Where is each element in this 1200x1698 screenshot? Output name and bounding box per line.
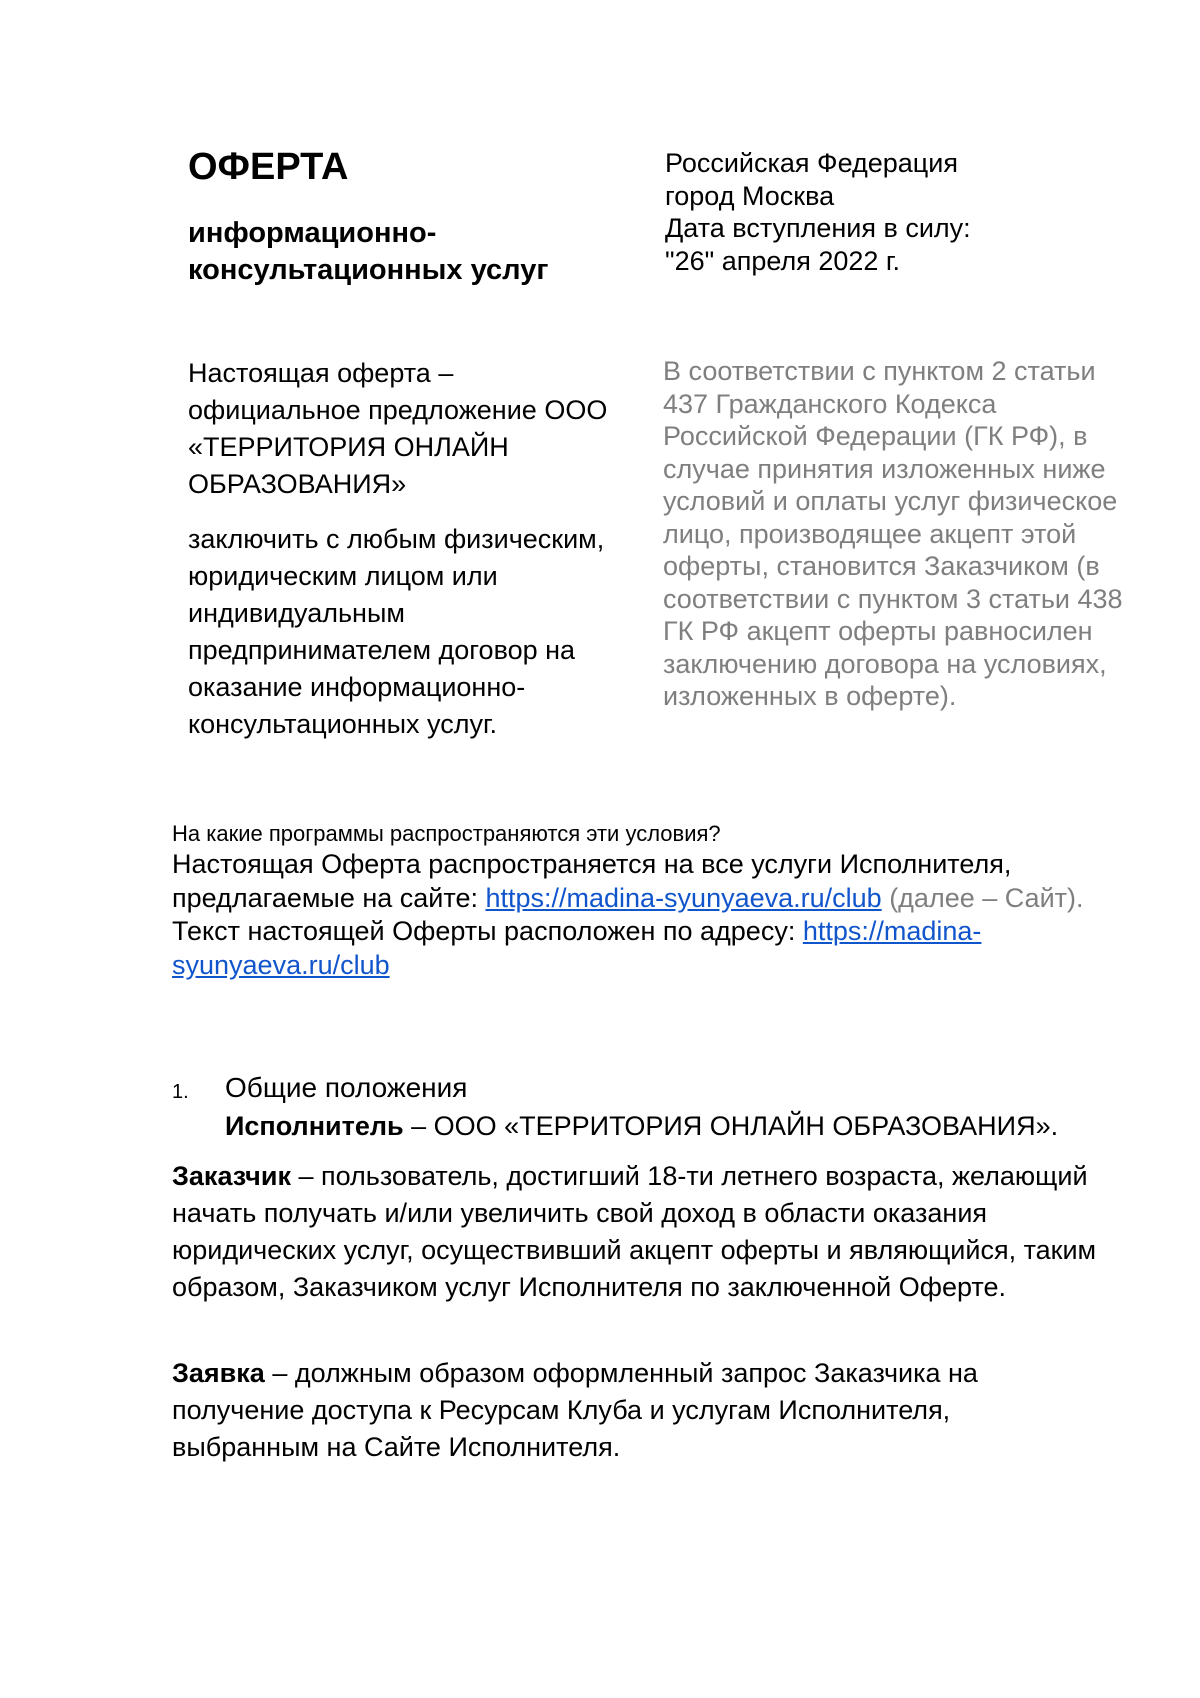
executor-text: – ООО «ТЕРРИТОРИЯ ОНЛАЙН ОБРАЗОВАНИЯ».	[403, 1111, 1059, 1141]
meta-city: город Москва	[665, 180, 835, 211]
intro-legal-note: В соответствии с пунктом 2 статьи 437 Гражданского Кодекса Российской Федерации (ГК РФ), в случае принятия изложенных ниже условий и оплаты услуг физическое лицо, производящее акцепт этой оферты, становится Заказчиком (в соответствии с пунктом 3 статьи 438 ГК РФ акцепт оферты равносилен заключению договора на условиях, изложенных в оферте).	[663, 356, 1123, 711]
scope-address-paragraph	[172, 915, 1122, 982]
meta-effective-date: "26" апреля 2022 г.	[665, 245, 900, 276]
section-title: Общие положения	[225, 1072, 468, 1103]
section-number: 1.	[172, 1081, 189, 1103]
section-general-provisions	[172, 1070, 1132, 1145]
scope-address-text: Текст настоящей Оферты расположен по адресу:	[172, 916, 803, 946]
document-meta	[665, 147, 1125, 277]
intro-left-column	[188, 355, 618, 743]
request-term: Заявка	[172, 1358, 265, 1388]
scope-site-paragraph	[172, 848, 1122, 915]
meta-effective-label: Дата вступления в силу:	[665, 213, 971, 243]
scope-site-suffix: (далее – Сайт).	[881, 882, 1084, 913]
customer-term: Заказчик	[172, 1161, 291, 1191]
meta-country: Российская Федерация	[665, 148, 958, 178]
executor-term: Исполнитель	[225, 1111, 404, 1141]
document-subtitle: информационно-консультационных услуг	[188, 217, 549, 286]
section-heading	[172, 1070, 1132, 1108]
definition-executor	[225, 1108, 1132, 1145]
intro-offer-paragraph: Настоящая оферта – официальное предложение ООО «ТЕРРИТОРИЯ ОНЛАЙН ОБРАЗОВАНИЯ»	[188, 358, 608, 499]
scope-question: На какие программы распространяются эти условия?	[172, 821, 721, 846]
scope-site-text: Настоящая Оферта распространяется на все услуги Исполнителя, предлагаемые на сайте:	[172, 849, 1012, 913]
definition-request	[172, 1355, 1102, 1466]
document-title: ОФЕРТА	[188, 146, 349, 188]
club-site-link[interactable]: https://madina-syunyaeva.ru/club	[485, 882, 882, 913]
intro-contract-paragraph: заключить с любым физическим, юридическим лицом или индивидуальным предпринимателем договор на оказание информационно-консультационных услуг.	[188, 524, 605, 739]
customer-text: – пользователь, достигший 18-ти летнего возраста, желающий начать получать и/или увеличить свой доход в области оказания юридических услуг, осуществивший акцепт оферты и являющийся, таким образом, Заказчиком услуг Исполнителя по заключенной Оферте.	[172, 1161, 1097, 1302]
request-text: – должным образом оформленный запрос Заказчика на получение доступа к Ресурсам Клуба и услугам Исполнителя, выбранным на Сайте Исполнителя.	[172, 1358, 978, 1462]
definition-customer	[172, 1158, 1102, 1306]
scope-block	[172, 820, 1122, 982]
offer-address-link[interactable]: https://madina-syunyaeva.ru/club	[172, 916, 982, 980]
